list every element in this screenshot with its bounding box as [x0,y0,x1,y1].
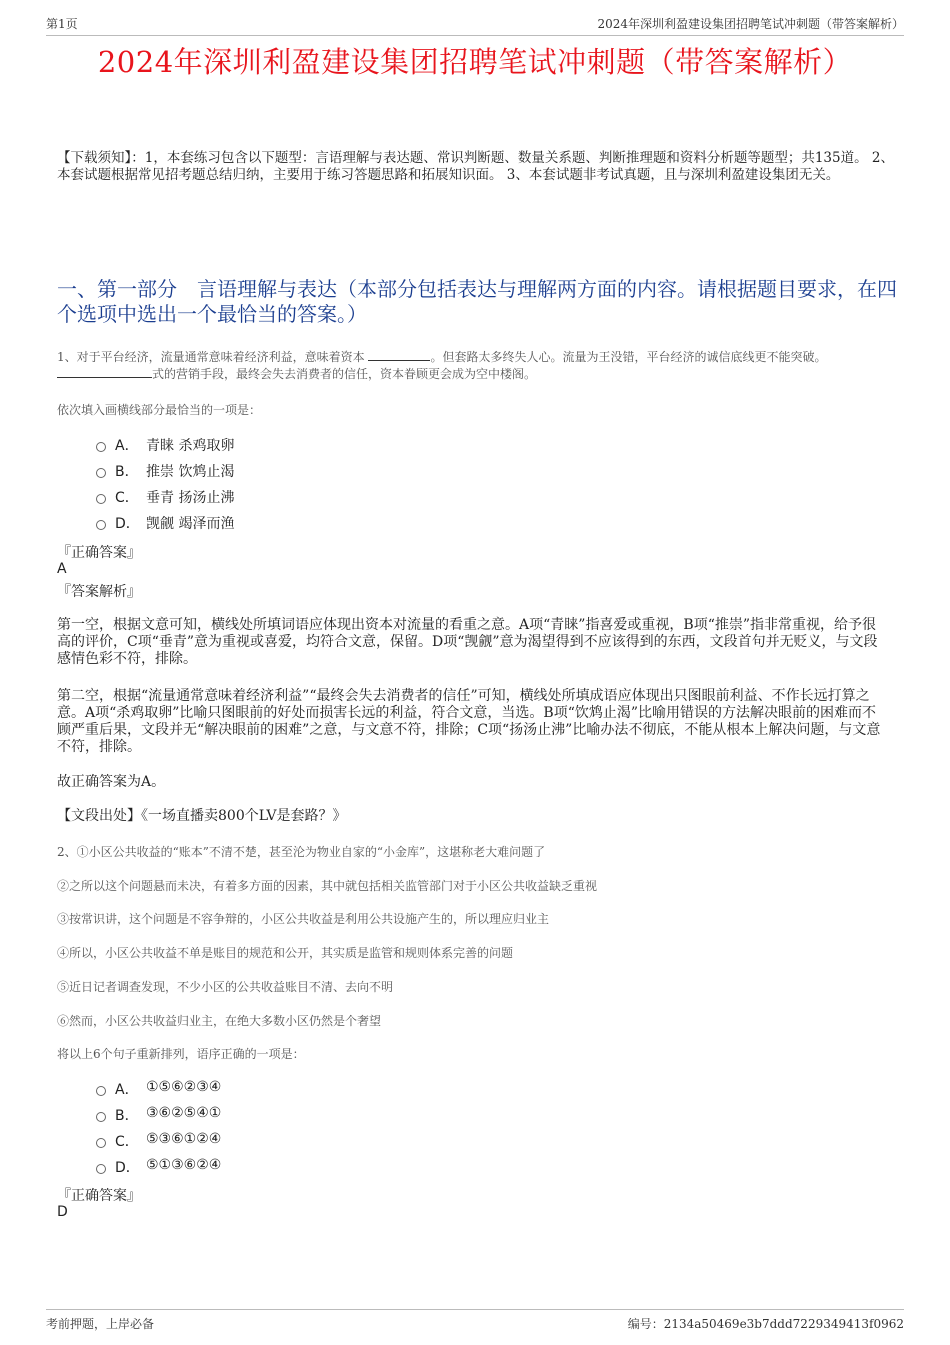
question-2-sentence: ⑥然而，小区公共收益归业主，在绝大多数小区仍然是个奢望 [57,1014,382,1028]
option-d[interactable]: D． 觊觎 竭泽而渔 [96,513,396,539]
option-a[interactable]: A． ①⑤⑥②③④ [96,1079,396,1105]
question-1-text [57,348,898,382]
analysis-paragraph-2: 第二空，根据“流量通常意味着经济利益”“最终会失去消费者的信任”可知，横线处所填成语应体现出只图眼前利益、不作长远打算之意。A项“杀鸡取卵”比喻只图眼前的好处而损害长远的利益，符合文意，当选。B项“饮鸩止渴”比喻用错误的方法解决眼前的困难而不顾严重后果，文段并无“解决眼前的困难”之意，与文意不符，排除；C项“扬汤止沸”比喻办法不彻底，不能从根本上解决问题，与文意不符，排除。 [57,688,881,755]
correct-answer-label: 『正确答案』 [57,1188,141,1204]
option-b[interactable]: B． ③⑥②⑤④① [96,1105,396,1131]
analysis-conclusion: 故正确答案为A。 [57,774,166,790]
option-c[interactable]: C． 垂青 扬汤止沸 [96,487,396,513]
page-number-label: 第1页 [46,17,78,31]
question-2-options [96,1079,396,1183]
document-title: 2024年深圳利盈建设集团招聘笔试冲刺题（带答案解析） [97,45,853,79]
radio-button-icon[interactable] [96,1164,106,1174]
passage-source: 【文段出处】《一场直播卖800个LV是套路？》 [57,808,347,824]
page-footer [46,1309,904,1334]
footer-slogan: 考前押题，上岸必备 [46,1317,155,1331]
fill-blank-2 [57,365,152,378]
section-heading: 一、第一部分 言语理解与表达（本部分包括表达与理解两方面的内容。请根据题目要求，在四个选项中选出一个最恰当的答案。） [57,277,897,326]
option-a[interactable]: A． 青睐 杀鸡取卵 [96,435,396,461]
option-d[interactable]: D． ⑤①③⑥②④ [96,1157,396,1183]
question-2-sentence: ②之所以这个问题悬而未决，有着多方面的因素，其中就包括相关监管部门对于小区公共收益缺乏重视 [57,879,598,893]
correct-answer-value: A [57,561,67,577]
correct-answer-label: 『正确答案』 [57,545,141,561]
question-2-sentence: ④所以，小区公共收益不单是账目的规范和公开，其实质是监管和规则体系完善的问题 [57,946,514,960]
radio-button-icon[interactable] [96,468,106,478]
download-notice: 【下载须知】：1，本套练习包含以下题型：言语理解与表达题、常识判断题、数量关系题、判断推理题和资料分析题等题型；共135道。 2、本套试题根据常见招考题总结归纳，主要用于练习答题思路和拓展知识面。 3、本套试题非考试真题，且与深圳利盈建设集团无关。 [57,150,894,183]
correct-answer-value: D [57,1204,68,1220]
question-2-sentence: ⑤近日记者调查发现，不少小区的公共收益账目不清、去向不明 [57,980,394,994]
radio-button-icon[interactable] [96,1086,106,1096]
radio-button-icon[interactable] [96,1112,106,1122]
radio-button-icon[interactable] [96,520,106,530]
option-c[interactable]: C． ⑤③⑥①②④ [96,1131,396,1157]
q1-text-c: 式的营销手段，最终会失去消费者的信任，资本眷顾更会成为空中楼阁。 [152,367,537,381]
footer-document-id: 编号：2134a50469e3b7ddd7229349413f0962 [627,1317,904,1331]
q1-text-b: 。但套路太多终失人心。流量为王没错，平台经济的诚信底线更不能突破。 [430,350,827,364]
option-b[interactable]: B． 推崇 饮鸩止渴 [96,461,396,487]
fill-blank-1 [368,348,430,361]
q1-text-a: 1、对于平台经济，流量通常意味着经济利益，意味着资本 [57,350,369,364]
question-2-sentence: ③按常识讲，这个问题是不容争辩的，小区公共收益是利用公共设施产生的，所以理应归业主 [57,912,550,926]
analysis-label: 『答案解析』 [57,584,141,600]
radio-button-icon[interactable] [96,1138,106,1148]
question-2-prompt: 将以上6个句子重新排列，语序正确的一项是： [57,1047,305,1061]
question-1-options [96,435,396,539]
analysis-paragraph-1: 第一空，根据文意可知，横线处所填词语应体现出资本对流量的看重之意。A项“青睐”指喜爱或重视，B项“推崇”指非常重视，给予很高的评价，C项“垂青”意为重视或喜爱，均符合文意，保留。D项“觊觎”意为渴望得到不应该得到的东西，文段首句并无贬义，与文段感情色彩不符，排除。 [57,617,878,667]
radio-button-icon[interactable] [96,442,106,452]
header-doc-title: 2024年深圳利盈建设集团招聘笔试冲刺题（带答案解析） [597,17,904,31]
question-2-sentence: 2、①小区公共收益的“账本”不清不楚，甚至沦为物业自家的“小金库”，这堪称老大难问题了 [57,845,546,859]
radio-button-icon[interactable] [96,494,106,504]
page-header [46,13,904,36]
question-1-prompt: 依次填入画横线部分最恰当的一项是： [57,403,262,417]
